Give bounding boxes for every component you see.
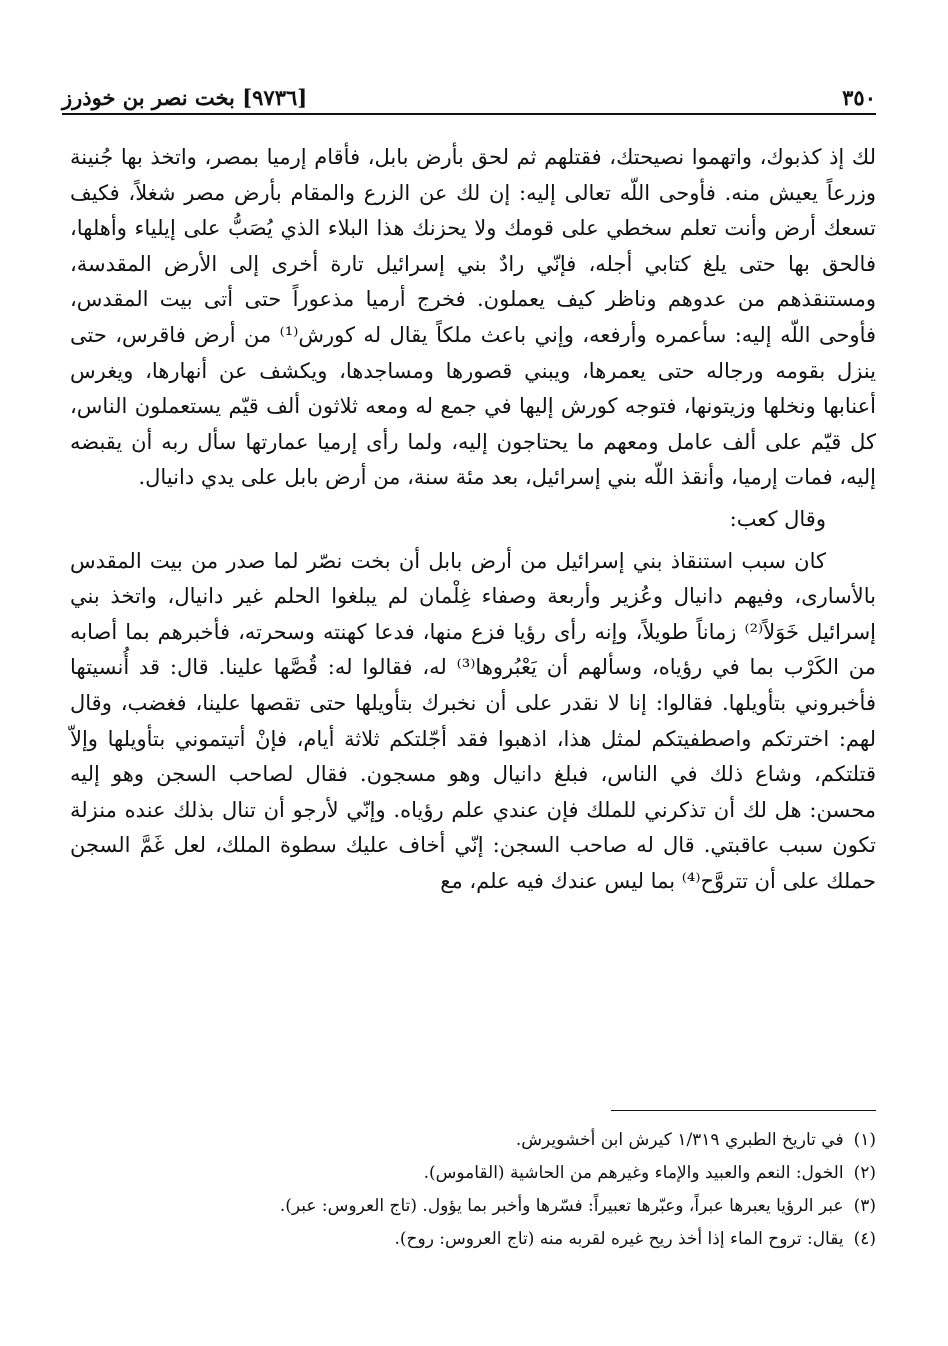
page-number: ٣٥٠ xyxy=(842,85,876,110)
footnote-number: (٢) xyxy=(853,1163,876,1183)
footnote-text: يقال: تروح الماء إذا أخذ ريح غيره لقربه منه (تاج العروس: روح). xyxy=(394,1229,844,1249)
footnote-4 xyxy=(70,1223,876,1256)
footnote-text: عبر الرؤيا يعبرها عبراً، وعبّرها تعبيراً: فسّرها وأخبر بما يؤول. (تاج العروس: عبر). xyxy=(279,1196,844,1216)
main-text xyxy=(70,140,876,899)
footnote-divider xyxy=(611,1110,876,1111)
header-divider xyxy=(62,113,876,115)
footnote-text: الخول: النعم والعبيد والإماء وغيرهم من الحاشية (القاموس). xyxy=(423,1163,844,1183)
footnote-1 xyxy=(70,1124,876,1157)
entry-title: [٩٧٣٦] بخت نصر بن خوذرز xyxy=(62,85,308,110)
running-header xyxy=(62,70,876,110)
footnote-number: (١) xyxy=(853,1130,876,1150)
footnote-number: (٤) xyxy=(853,1229,876,1249)
paragraph-2: وقال كعب: xyxy=(729,506,826,531)
paragraph-1: لك إذ كذبوك، واتهموا نصيحتك، فقتلهم ثم لحق بأرض بابل، فأقام إرميا بمصر، واتخذ بها جُنينة وزرعاً يعيش منه. فأوحى اللّه تعالى إليه: إن لك عن الزرع والمقام بأرض مصر شغلاً، فكيف تسعك أرض وأنت تعلم سخطي على قومك ولا يحزنك هذا البلاء الذي يُصَبُّ على إيلياء وأهلها، فالحق بها حتى يلغ كتابي أجله، فإنّي رادٌ بني إسرائيل تارة أخرى إلى الأرض المقدسة، ومستنقذهم من عدوهم وناظر كيف يعملون. فخرج أرميا مذعوراً حتى أتى بيت المقدس، فأوحى اللّه إليه: سأعمره وأرفعه، وإني باعث ملكاً يقال له كورش⁽¹⁾ من أرض فاقرس، حتى ينزل بقومه ورجاله حتى يعمرها، ويبني قصورها ومساجدها، ويكشف عن أنهارها، ويغرس أعنابها ونخلها وزيتونها، فتوجه كورش إليها في جمع له ومعه ثلاثون ألف قيّم يستعملون الناس، كل قيّم على ألف عامل ومعهم ما يحتاجون إليه، ولما رأى إرميا عمارتها سأل ربه أن يقبضه إليه، فمات إرميا، وأنقذ اللّه بني إسرائيل، بعد مئة سنة، من أرض بابل على يدي دانيال. xyxy=(70,145,877,490)
footnotes xyxy=(70,1124,876,1256)
footnote-number: (٣) xyxy=(853,1196,876,1216)
footnote-3 xyxy=(70,1190,876,1223)
footnote-2 xyxy=(70,1157,876,1190)
footnote-text: في تاريخ الطبري ١/٣١٩ كيرش ابن أخشويرش. xyxy=(515,1130,844,1150)
paragraph-3: كان سبب استنقاذ بني إسرائيل من أرض بابل أن بخت نصّر لما صدر من بيت المقدس بالأسارى، وفيهم دانيال وعُزير وأربعة وصفاء غِلْمان لم يبلغوا الحلم غير دانيال، واتخذ بني إسرائيل خَوَلاً⁽²⁾ زماناً طويلاً، وإنه رأى رؤيا فزع منها، فدعا كهنته وسحرته، فأخبرهم بما أصابه من الكَرْب بما في رؤياه، وسألهم أن يَعْبُروها⁽³⁾ له، فقالوا له: قُصَّها علينا. قال: قد أُنسيتها فأخبروني بتأويلها. فقالوا: إنا لا نقدر على أن نخبرك بتأويلها حتى تقصها علينا، فغضب، وقال لهم: اخترتكم واصطفيتكم لمثل هذا، اذهبوا فقد أجّلتكم ثلاثة أيام، فإنْ أتيتموني بتأويلها وإلاّ قتلتكم، وشاع ذلك في الناس، فبلغ دانيال وهو مسجون. فقال لصاحب السجن وهو إليه محسن: هل لك أن تذكرني للملك فإن عندي علم رؤياه. وإنّي لأرجو أن تنال بذلك عنده منزلة تكون سبب عاقبتي. قال له صاحب السجن: إنّي أخاف عليك سطوة الملك، لعل غَمَّ السجن حملك على أن تتروَّح⁽⁴⁾ بما ليس عندك فيه علم، مع xyxy=(70,548,876,893)
